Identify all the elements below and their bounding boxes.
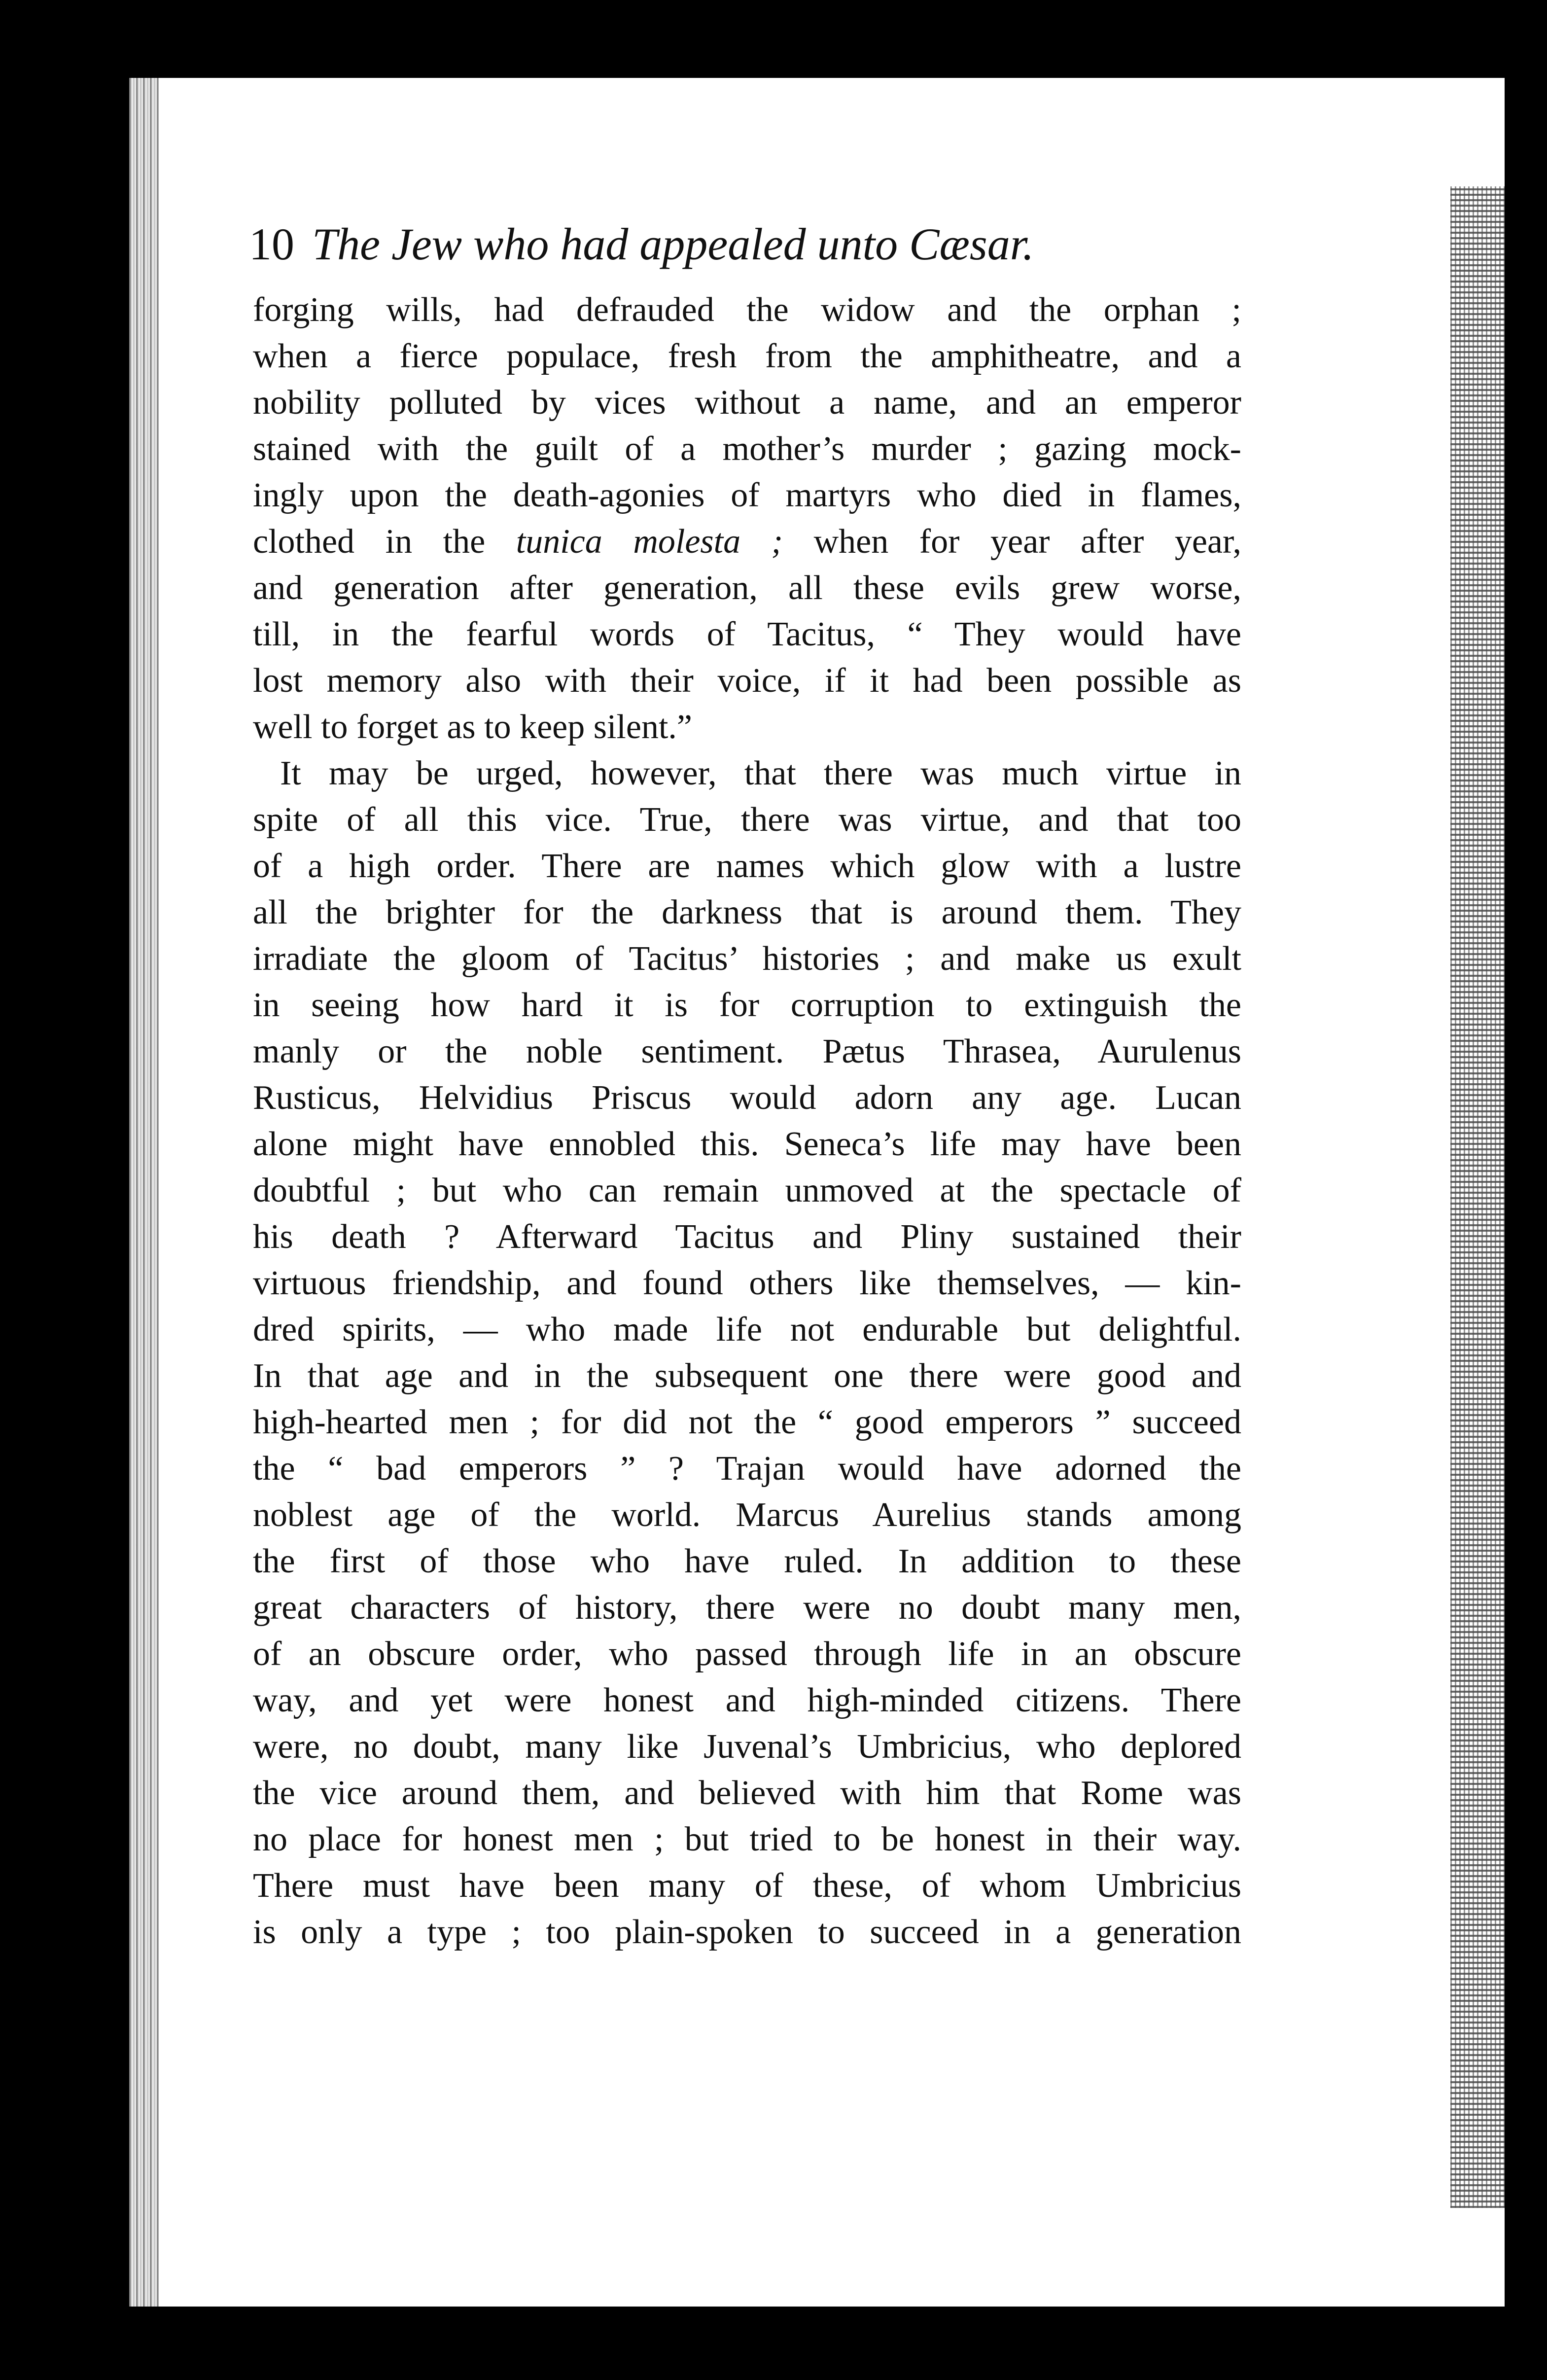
italic-phrase: tunica molesta ; (516, 523, 783, 561)
text-line: no place for honest men ; but tried to be honest in their way. (253, 1820, 1241, 1858)
page-number: 10 (249, 219, 294, 269)
text-line: virtuous friendship, and found others like themselves, — kin- (253, 1264, 1241, 1302)
text-line: the vice around them, and believed with him that Rome was (253, 1774, 1241, 1812)
text-segment: when for year after year, (813, 523, 1241, 561)
text-line: great characters of history, there were no doubt many men, (253, 1589, 1241, 1627)
text-line: stained with the guilt of a mother’s murder ; gazing mock- (253, 430, 1241, 468)
text-line: of a high order. There are names which glow with a lustre (253, 847, 1241, 885)
text-line: were, no doubt, many like Juvenal’s Umbricius, who deplored (253, 1728, 1241, 1766)
text-line: Rusticus, Helvidius Priscus would adorn any age. Lucan (253, 1079, 1241, 1117)
text-line: is only a type ; too plain-spoken to succeed in a generation (253, 1913, 1241, 1951)
text-line: high-hearted men ; for did not the “ good emperors ” succeed (253, 1403, 1241, 1441)
text-line: ingly upon the death-agonies of martyrs who died in flames, (253, 476, 1241, 514)
text-line: when a fierce populace, fresh from the amphitheatre, and a (253, 337, 1241, 375)
page-fore-edge (1450, 186, 1505, 2208)
text-line: in seeing how hard it is for corruption to extinguish the (253, 986, 1241, 1024)
text-line: forging wills, had defrauded the widow and the orphan ; (253, 291, 1241, 329)
text-line: noblest age of the world. Marcus Aurelius stands among (253, 1496, 1241, 1534)
text-segment: clothed in the (253, 523, 486, 561)
text-line: the first of those who have ruled. In addition to these (253, 1542, 1241, 1580)
text-line: and generation after generation, all these evils grew worse, (253, 569, 1241, 607)
text-line: dred spirits, — who made life not endurable but delightful. (253, 1311, 1241, 1349)
text-line: way, and yet were honest and high-minded citizens. There (253, 1681, 1241, 1719)
text-line: spite of all this vice. True, there was virtue, and that too (253, 801, 1241, 839)
text-line: nobility polluted by vices without a name, and an emperor (253, 384, 1241, 422)
text-line: all the brighter for the darkness that is around them. They (253, 893, 1241, 931)
text-line: well to forget as to keep silent.” (253, 708, 692, 746)
binding-shadow (129, 78, 159, 2307)
text-line-mixed (253, 519, 1241, 565)
body-text (253, 287, 1241, 1955)
text-line: There must have been many of these, of whom Umbricius (253, 1867, 1241, 1905)
text-line: the “ bad emperors ” ? Trajan would have adorned the (253, 1450, 1241, 1488)
text-line: alone might have ennobled this. Seneca’s life may have been (253, 1125, 1241, 1163)
running-head (249, 217, 1284, 271)
text-line: till, in the fearful words of Tacitus, “ They would have (253, 615, 1241, 653)
text-line: his death ? Afterward Tacitus and Pliny sustained their (253, 1218, 1241, 1256)
text-line: In that age and in the subsequent one there were good and (253, 1357, 1241, 1395)
running-title: The Jew who had appealed unto Cæsar. (312, 219, 1034, 269)
text-line: doubtful ; but who can remain unmoved at the spectacle of (253, 1172, 1241, 1209)
paragraph-start-line: It may be urged, however, that there was much virtue in (280, 754, 1241, 792)
text-line: lost memory also with their voice, if it had been possible as (253, 662, 1241, 700)
text-line: irradiate the gloom of Tacitus’ histories ; and make us exult (253, 940, 1241, 978)
text-line: manly or the noble sentiment. Pætus Thrasea, Aurulenus (253, 1032, 1241, 1070)
text-line: of an obscure order, who passed through life in an obscure (253, 1635, 1241, 1673)
